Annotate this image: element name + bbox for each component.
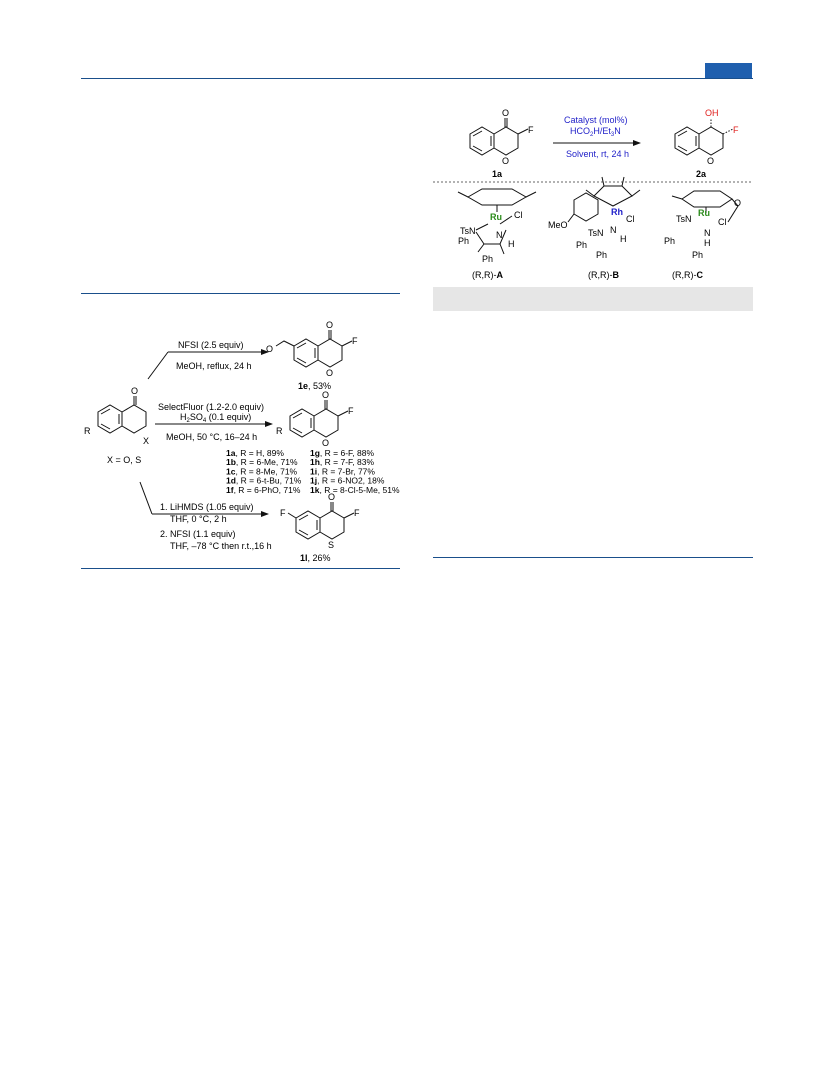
- svg-text:F: F: [352, 336, 358, 346]
- oh-label: OH: [705, 108, 719, 118]
- reduction-catalyst: Catalyst (mol%): [564, 115, 628, 125]
- svg-text:Ph: Ph: [664, 236, 676, 246]
- lihmds-step1: 1. LiHMDS (1.05 equiv): [160, 502, 254, 512]
- svg-text:H: H: [508, 239, 515, 249]
- catalyst-b-label: (R,R)-B: [588, 270, 619, 280]
- svg-text:F: F: [354, 508, 360, 518]
- svg-text:Ph: Ph: [596, 250, 608, 260]
- substrate-x-label: X: [143, 436, 150, 446]
- substrate-r-label: R: [84, 426, 91, 436]
- product-list-item: 1d, R = 6-t-Bu, 71%: [226, 475, 302, 486]
- catalyst-b-metal: Rh: [611, 207, 623, 217]
- svg-text:F: F: [280, 508, 286, 518]
- catalyst-c-label: (R,R)-C: [672, 270, 703, 280]
- product-list-item: 1i, R = 7-Br, 77%: [310, 466, 375, 477]
- svg-text:O: O: [326, 320, 334, 330]
- product-list-item: 1h, R = 7-F, 83%: [310, 457, 375, 468]
- selectfluor-reagent: SelectFluor (1.2-2.0 equiv): [158, 402, 265, 412]
- catalyst-a-label: (R,R)-A: [472, 270, 503, 280]
- product-1e-structure: [276, 330, 352, 367]
- product-list-item: 1j, R = 6-NO2, 18%: [310, 475, 385, 486]
- product-general-structure: [290, 400, 348, 437]
- reduction-conditions: Solvent, rt, 24 h: [566, 149, 630, 159]
- branch-line-top: [148, 352, 168, 379]
- product-list-item: 1k, R = 8-Cl-5-Me, 51%: [310, 484, 400, 495]
- reduction-reagent: $HCO_2H/Et_3N$: [570, 126, 621, 138]
- svg-text:N: N: [704, 228, 711, 238]
- svg-text:Cl: Cl: [718, 217, 727, 227]
- svg-text:F: F: [528, 125, 534, 135]
- svg-text:R: R: [276, 426, 283, 436]
- product-2a-label: 2a: [696, 169, 707, 179]
- product-1l-structure: [288, 502, 354, 539]
- svg-text:TsN: TsN: [676, 214, 692, 224]
- svg-text:O: O: [328, 492, 336, 502]
- product-1e-label: 1e, 53%: [298, 381, 332, 391]
- substrate-ketone-o: O: [131, 386, 139, 396]
- svg-text:H: H: [704, 238, 711, 248]
- selectfluor-acid: $H_2SO_4$ (0.1 equiv): [180, 412, 252, 424]
- svg-text:O: O: [322, 438, 330, 448]
- svg-text:O: O: [502, 156, 510, 166]
- nfsi-conditions: MeOH, reflux, 24 h: [176, 361, 252, 371]
- svg-text:Cl: Cl: [514, 210, 523, 220]
- catalyst-c-metal: Ru: [698, 208, 710, 218]
- svg-text:O: O: [502, 108, 510, 118]
- svg-text:MeO: MeO: [548, 220, 568, 230]
- nfsi-reagent: NFSI (2.5 equiv): [178, 340, 244, 350]
- svg-text:Ph: Ph: [482, 254, 494, 264]
- substrate-1a-structure: [470, 118, 528, 155]
- svg-text:TsN: TsN: [588, 228, 604, 238]
- svg-text:F: F: [733, 125, 739, 135]
- substrate-structure: [98, 396, 146, 433]
- svg-text:F: F: [348, 406, 354, 416]
- svg-text:O: O: [266, 344, 274, 354]
- substrate-1a-label: 1a: [492, 169, 503, 179]
- svg-text:Ph: Ph: [692, 250, 704, 260]
- svg-text:S: S: [328, 540, 335, 550]
- svg-text:H: H: [620, 234, 627, 244]
- product-list-item: 1a, R = H, 89%: [226, 448, 284, 458]
- lihmds-step2-cond: THF, –78 °C then r.t.,16 h: [170, 541, 272, 551]
- catalyst-a-metal: Ru: [490, 212, 502, 222]
- svg-text:Cl: Cl: [626, 214, 635, 224]
- product-2a-structure: [675, 118, 733, 155]
- svg-text:Ph: Ph: [458, 236, 470, 246]
- selectfluor-conditions: MeOH, 50 °C, 16–24 h: [166, 432, 258, 442]
- svg-text:O: O: [326, 368, 334, 378]
- svg-text:N: N: [610, 225, 617, 235]
- svg-text:Ph: Ph: [576, 240, 588, 250]
- substrate-caption: X = O, S: [107, 455, 142, 465]
- branch-line-bottom: [140, 482, 152, 514]
- product-list-item: 1c, R = 8-Me, 71%: [226, 466, 298, 477]
- lihmds-step1-cond: THF, 0 °C, 2 h: [170, 514, 227, 524]
- svg-text:O: O: [707, 156, 715, 166]
- product-list: [226, 448, 400, 495]
- svg-text:O: O: [734, 198, 742, 208]
- lihmds-step2: 2. NFSI (1.1 equiv): [160, 529, 236, 539]
- svg-text:TsN: TsN: [460, 226, 476, 236]
- product-list-item: 1g, R = 6-F, 88%: [310, 448, 375, 458]
- svg-text:N: N: [496, 230, 503, 240]
- svg-text:O: O: [322, 390, 330, 400]
- product-list-item: 1f, R = 6-PhO, 71%: [226, 484, 301, 495]
- product-list-item: 1b, R = 6-Me, 71%: [226, 457, 298, 468]
- product-1l-label: 1l, 26%: [300, 553, 331, 563]
